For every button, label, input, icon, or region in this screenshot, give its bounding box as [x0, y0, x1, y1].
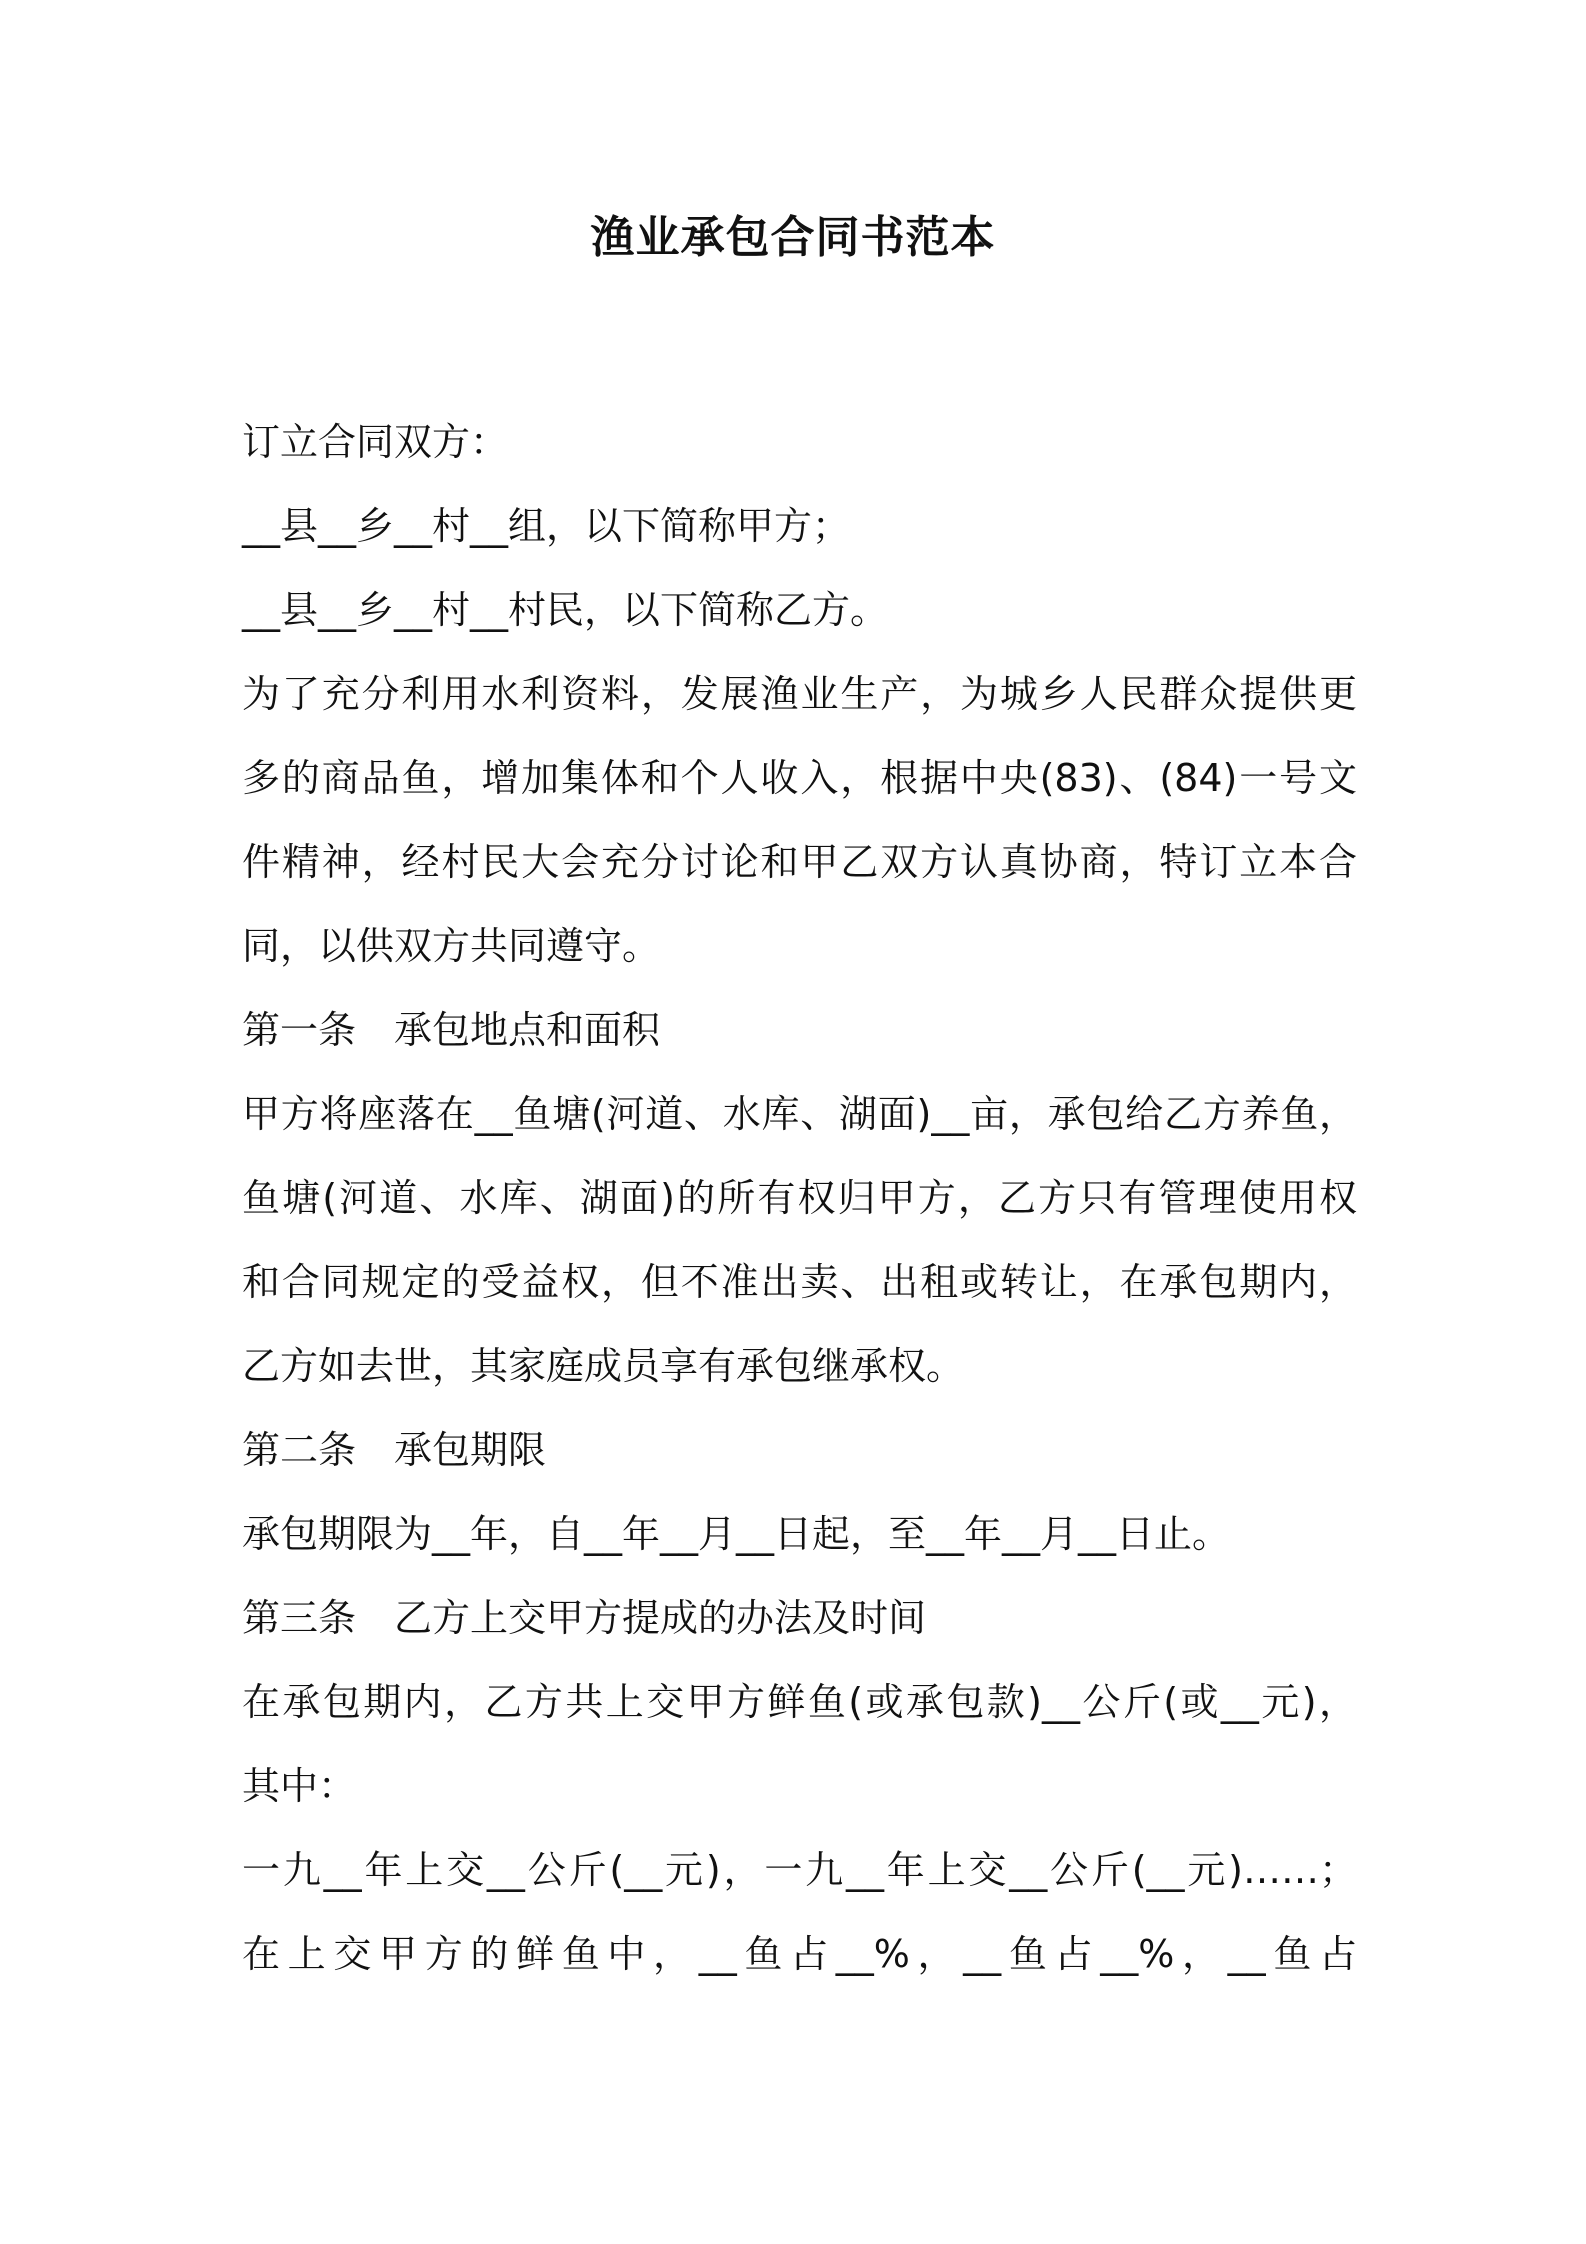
section-heading: 第二条 承包期限: [242, 1428, 547, 1472]
text-line: 在上交甲方的鲜鱼中，__鱼占__%，__鱼占__%，__鱼占: [242, 1932, 1357, 1976]
text-line: 为了充分利用水利资料，发展渔业生产，为城乡人民群众提供更: [242, 672, 1357, 716]
text-line: __县__乡__村__村民，以下简称乙方。: [242, 588, 889, 632]
document-title: 渔业承包合同书范本: [590, 212, 996, 263]
section-heading: 第三条 乙方上交甲方提成的办法及时间: [242, 1596, 927, 1640]
section-heading: 第一条 承包地点和面积: [242, 1008, 661, 1052]
text-line: 件精神，经村民大会充分讨论和甲乙双方认真协商，特订立本合: [242, 840, 1357, 884]
text-line: 其中：: [242, 1764, 357, 1808]
text-line: 乙方如去世，其家庭成员享有承包继承权。: [242, 1344, 965, 1388]
text-line: __县__乡__村__组，以下简称甲方；: [242, 504, 851, 548]
document-body: [242, 400, 1357, 1996]
text-line: 同，以供双方共同遵守。: [242, 924, 661, 968]
text-line: 订立合同双方：: [242, 420, 509, 464]
text-line: 在承包期内，乙方共上交甲方鲜鱼(或承包款)__公斤(或__元)，: [242, 1680, 1357, 1724]
text-line: 甲方将座落在__鱼塘(河道、水库、湖面)__亩，承包给乙方养鱼，: [242, 1092, 1357, 1136]
text-line: 承包期限为__年，自__年__月__日起，至__年__月__日止。: [242, 1512, 1231, 1556]
text-line: 一九__年上交__公斤(__元)，一九__年上交__公斤(__元)……；: [242, 1848, 1357, 1892]
text-line: 鱼塘(河道、水库、湖面)的所有权归甲方，乙方只有管理使用权: [242, 1176, 1357, 1220]
text-line: 和合同规定的受益权，但不准出卖、出租或转让，在承包期内，: [242, 1260, 1357, 1304]
text-line: 多的商品鱼，增加集体和个人收入，根据中央(83)、(84)一号文: [242, 756, 1357, 800]
